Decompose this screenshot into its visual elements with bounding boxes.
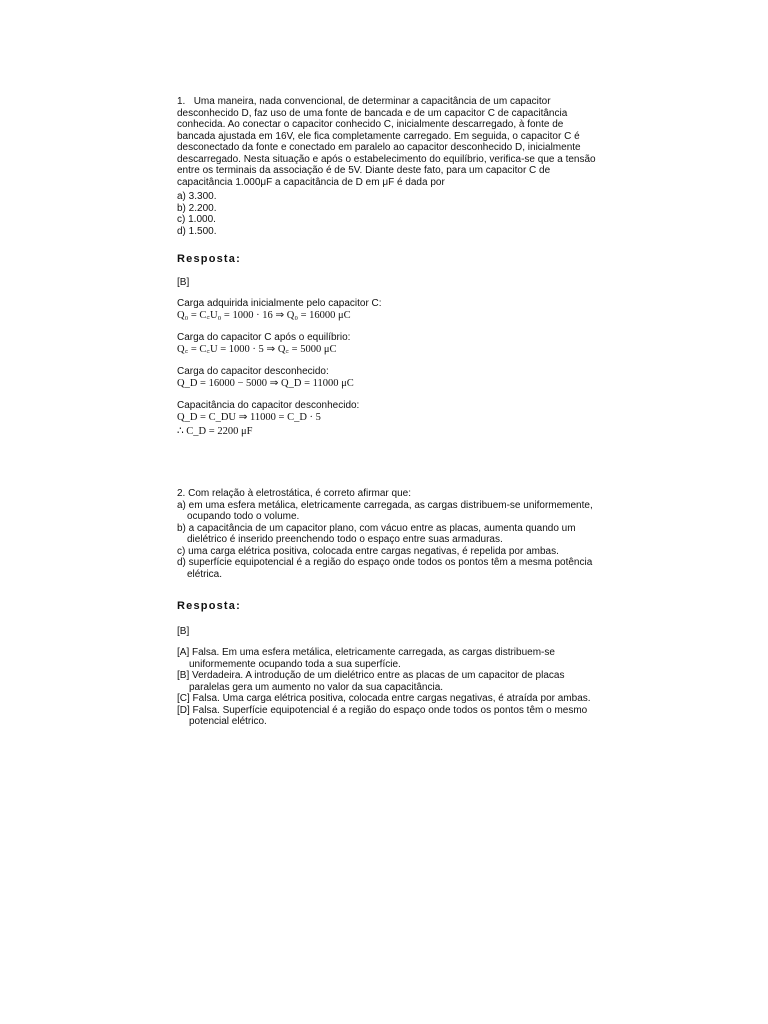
q2-option-d: d) superfície equipotencial é a região do espaço onde todos os pontos têm a mesma potência elétrica. <box>177 557 593 580</box>
q1-line: desconectado da fonte e conectado em paralelo ao capacitor desconhecido D, inicialmente <box>177 142 581 153</box>
resolution-item-b: [B] Verdadeira. A introdução de um dielétrico entre as placas de um capacitor de placas paralelas gera um aumento no valor da sua capacitância. <box>177 670 565 693</box>
q1-line: 1. Uma maneira, nada convencional, de determinar a capacitância de um capacitor <box>177 96 551 107</box>
q2-statement: 2. Com relação à eletrostática, é correto afirmar que: <box>177 488 411 499</box>
q1-option-c: c) 1.000. <box>177 214 216 225</box>
resolution-2 <box>177 647 597 728</box>
resolution-item-d: [D] Falsa. Superfície equipotencial é a região do espaço onde todos os pontos têm o mesmo potencial elétrico. <box>177 704 588 727</box>
q2-option-a: a) em uma esfera metálica, eletricamente carregada, as cargas distribuem-se uniformemente, ocupando todo o volume. <box>177 499 593 522</box>
answer-key-1: [B] <box>177 277 190 288</box>
q1-line: bancada ajustada em 16V, ele fica completamente carregado. Em seguida, o capacitor C é <box>177 130 580 142</box>
q2-option-b: b) a capacitância de um capacitor plano, com vácuo entre as placas, aumenta quando um dielétrico é inserido preenchendo todo o espaço entre suas armaduras. <box>177 522 576 545</box>
step-caption: Carga adquirida inicialmente pelo capacitor C: <box>177 298 382 309</box>
q1-line: capacitância 1.000μF a capacitância de D em μF é dada por <box>177 176 445 188</box>
resolution-1 <box>177 298 597 438</box>
q1-option-b: b) 2.200. <box>177 202 217 214</box>
resolution-item-c: [C] Falsa. Uma carga elétrica positiva, colocada entre cargas negativas, é atraída por ambas. <box>177 693 591 704</box>
step-caption: Carga do capacitor C após o equilíbrio: <box>177 332 351 343</box>
resolution-item-a: [A] Falsa. Em uma esfera metálica, eletricamente carregada, as cargas distribuem-se uniformemente ocupando toda a sua superfície. <box>177 647 555 670</box>
step-equation: ∴ C_D = 2200 μF <box>177 426 253 437</box>
step-equation: Q_D = 16000 − 5000 ⇒ Q_D = 11000 μC <box>177 377 354 389</box>
step-caption: Capacitância do capacitor desconhecido: <box>177 400 360 411</box>
q1-line: descarregado. Nesta situação e após o estabelecimento do equilíbrio, verifica-se que a tensão <box>177 153 596 165</box>
question-1 <box>177 96 597 237</box>
q1-line: entre os terminais da associação é de 5V. Diante deste fato, para um capacitor C de <box>177 165 551 176</box>
q1-line: desconhecido D, faz uso de uma fonte de bancada e de um capacitor C de capacitância <box>177 107 568 119</box>
q1-option-d: d) 1.500. <box>177 225 217 237</box>
step-equation: Q_D = C_DU ⇒ 11000 = C_D · 5 <box>177 411 321 423</box>
answer-heading-2: Resposta: <box>177 600 241 612</box>
q1-option-a: a) 3.300. <box>177 191 217 202</box>
step-caption: Carga do capacitor desconhecido: <box>177 366 329 377</box>
step-equation: Q₀ = C꜀U₀ = 1000 · 16 ⇒ Q₀ = 16000 μC <box>177 309 351 321</box>
q2-option-c: c) uma carga elétrica positiva, colocada entre cargas negativas, é repelida por ambas. <box>177 545 559 557</box>
q1-line: conhecida. Ao conectar o capacitor conhecido C, inicialmente descarregado, à fonte de <box>177 119 564 130</box>
step-equation: Q꜀ = C꜀U = 1000 · 5 ⇒ Q꜀ = 5000 μC <box>177 343 337 355</box>
question-2 <box>177 488 597 580</box>
answer-heading-1: Resposta: <box>177 253 241 265</box>
answer-key-2: [B] <box>177 626 190 637</box>
